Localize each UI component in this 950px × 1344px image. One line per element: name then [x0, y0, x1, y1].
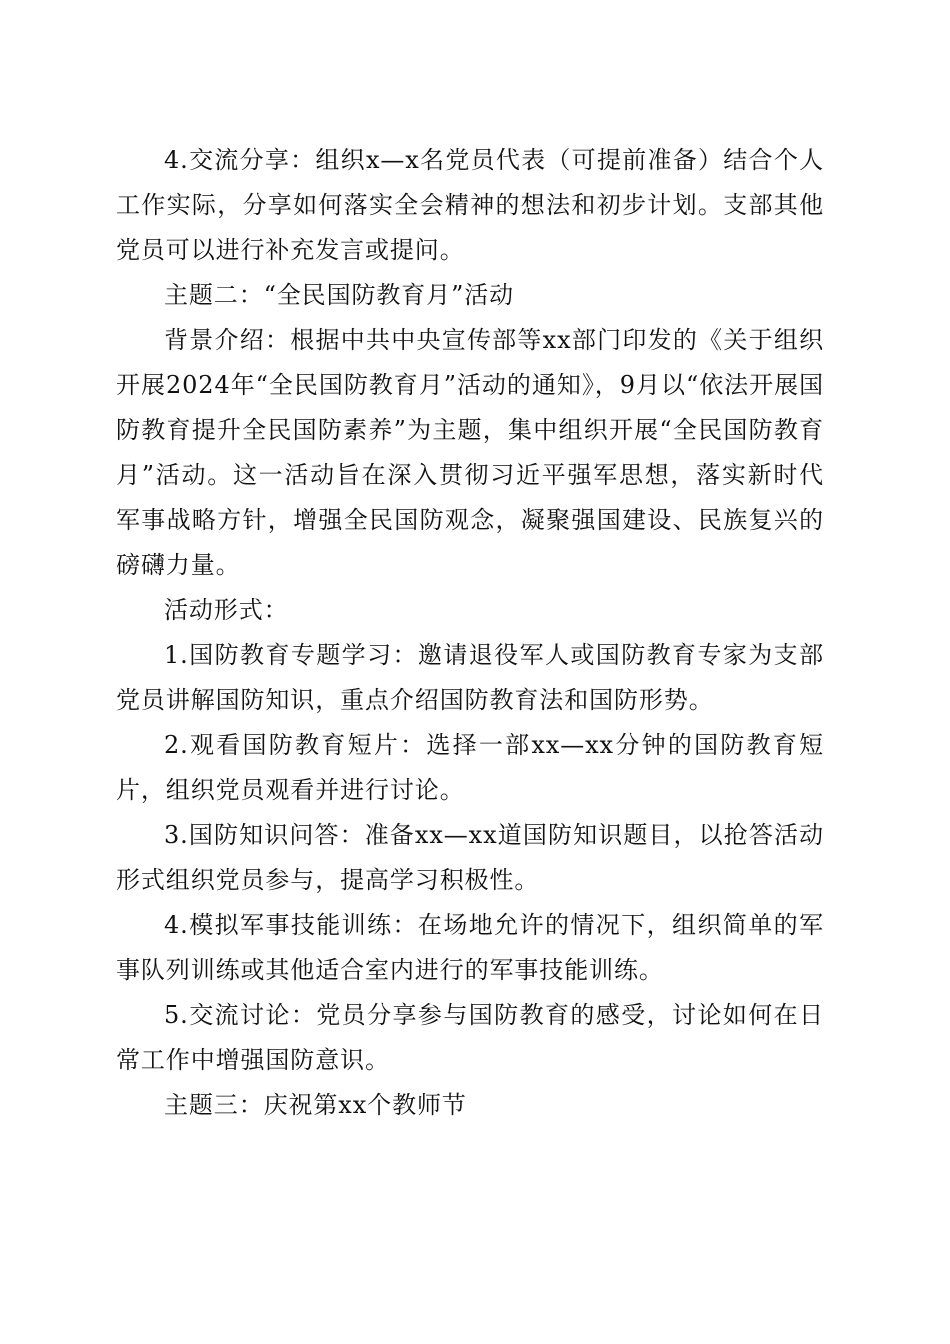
- list-item-quiz: 3.国防知识问答：准备xx—xx道国防知识题目，以抢答活动形式组织党员参与，提高学习积极性。: [116, 821, 824, 894]
- list-item-watch-film: 2.观看国防教育短片：选择一部xx—xx分钟的国防教育短片，组织党员观看并进行讨论。: [116, 731, 824, 804]
- paragraph-background-intro: 背景介绍：根据中共中央宣传部等xx部门印发的《关于组织开展2024年“全民国防教育月”活动的通知》，9月以“依法开展国防教育提升全民国防素养”为主题，集中组织开展“全民国防教育月”活动。这一活动旨在深入贯彻习近平强军思想，落实新时代军事战略方针，增强全民国防观念，凝聚强国建设、民族复兴的磅礴力量。: [116, 326, 824, 579]
- heading-theme-two: 主题二：“全民国防教育月”活动: [164, 281, 515, 309]
- list-item-defense-study: 1.国防教育专题学习：邀请退役军人或国防教育专家为支部党员讲解国防知识，重点介绍国防教育法和国防形势。: [116, 641, 824, 714]
- list-item-discussion: 5.交流讨论：党员分享参与国防教育的感受，讨论如何在日常工作中增强国防意识。: [116, 1001, 824, 1074]
- list-item-military-training: 4.模拟军事技能训练：在场地允许的情况下，组织简单的军事队列训练或其他适合室内进行的军事技能训练。: [116, 911, 824, 984]
- paragraph-exchange-sharing: 4.交流分享：组织x—x名党员代表（可提前准备）结合个人工作实际，分享如何落实全会精神的想法和初步计划。支部其他党员可以进行补充发言或提问。: [116, 146, 824, 264]
- document-body: [116, 138, 824, 1128]
- heading-theme-three: 主题三：庆祝第xx个教师节: [164, 1091, 467, 1119]
- heading-activity-form: 活动形式：: [164, 596, 289, 624]
